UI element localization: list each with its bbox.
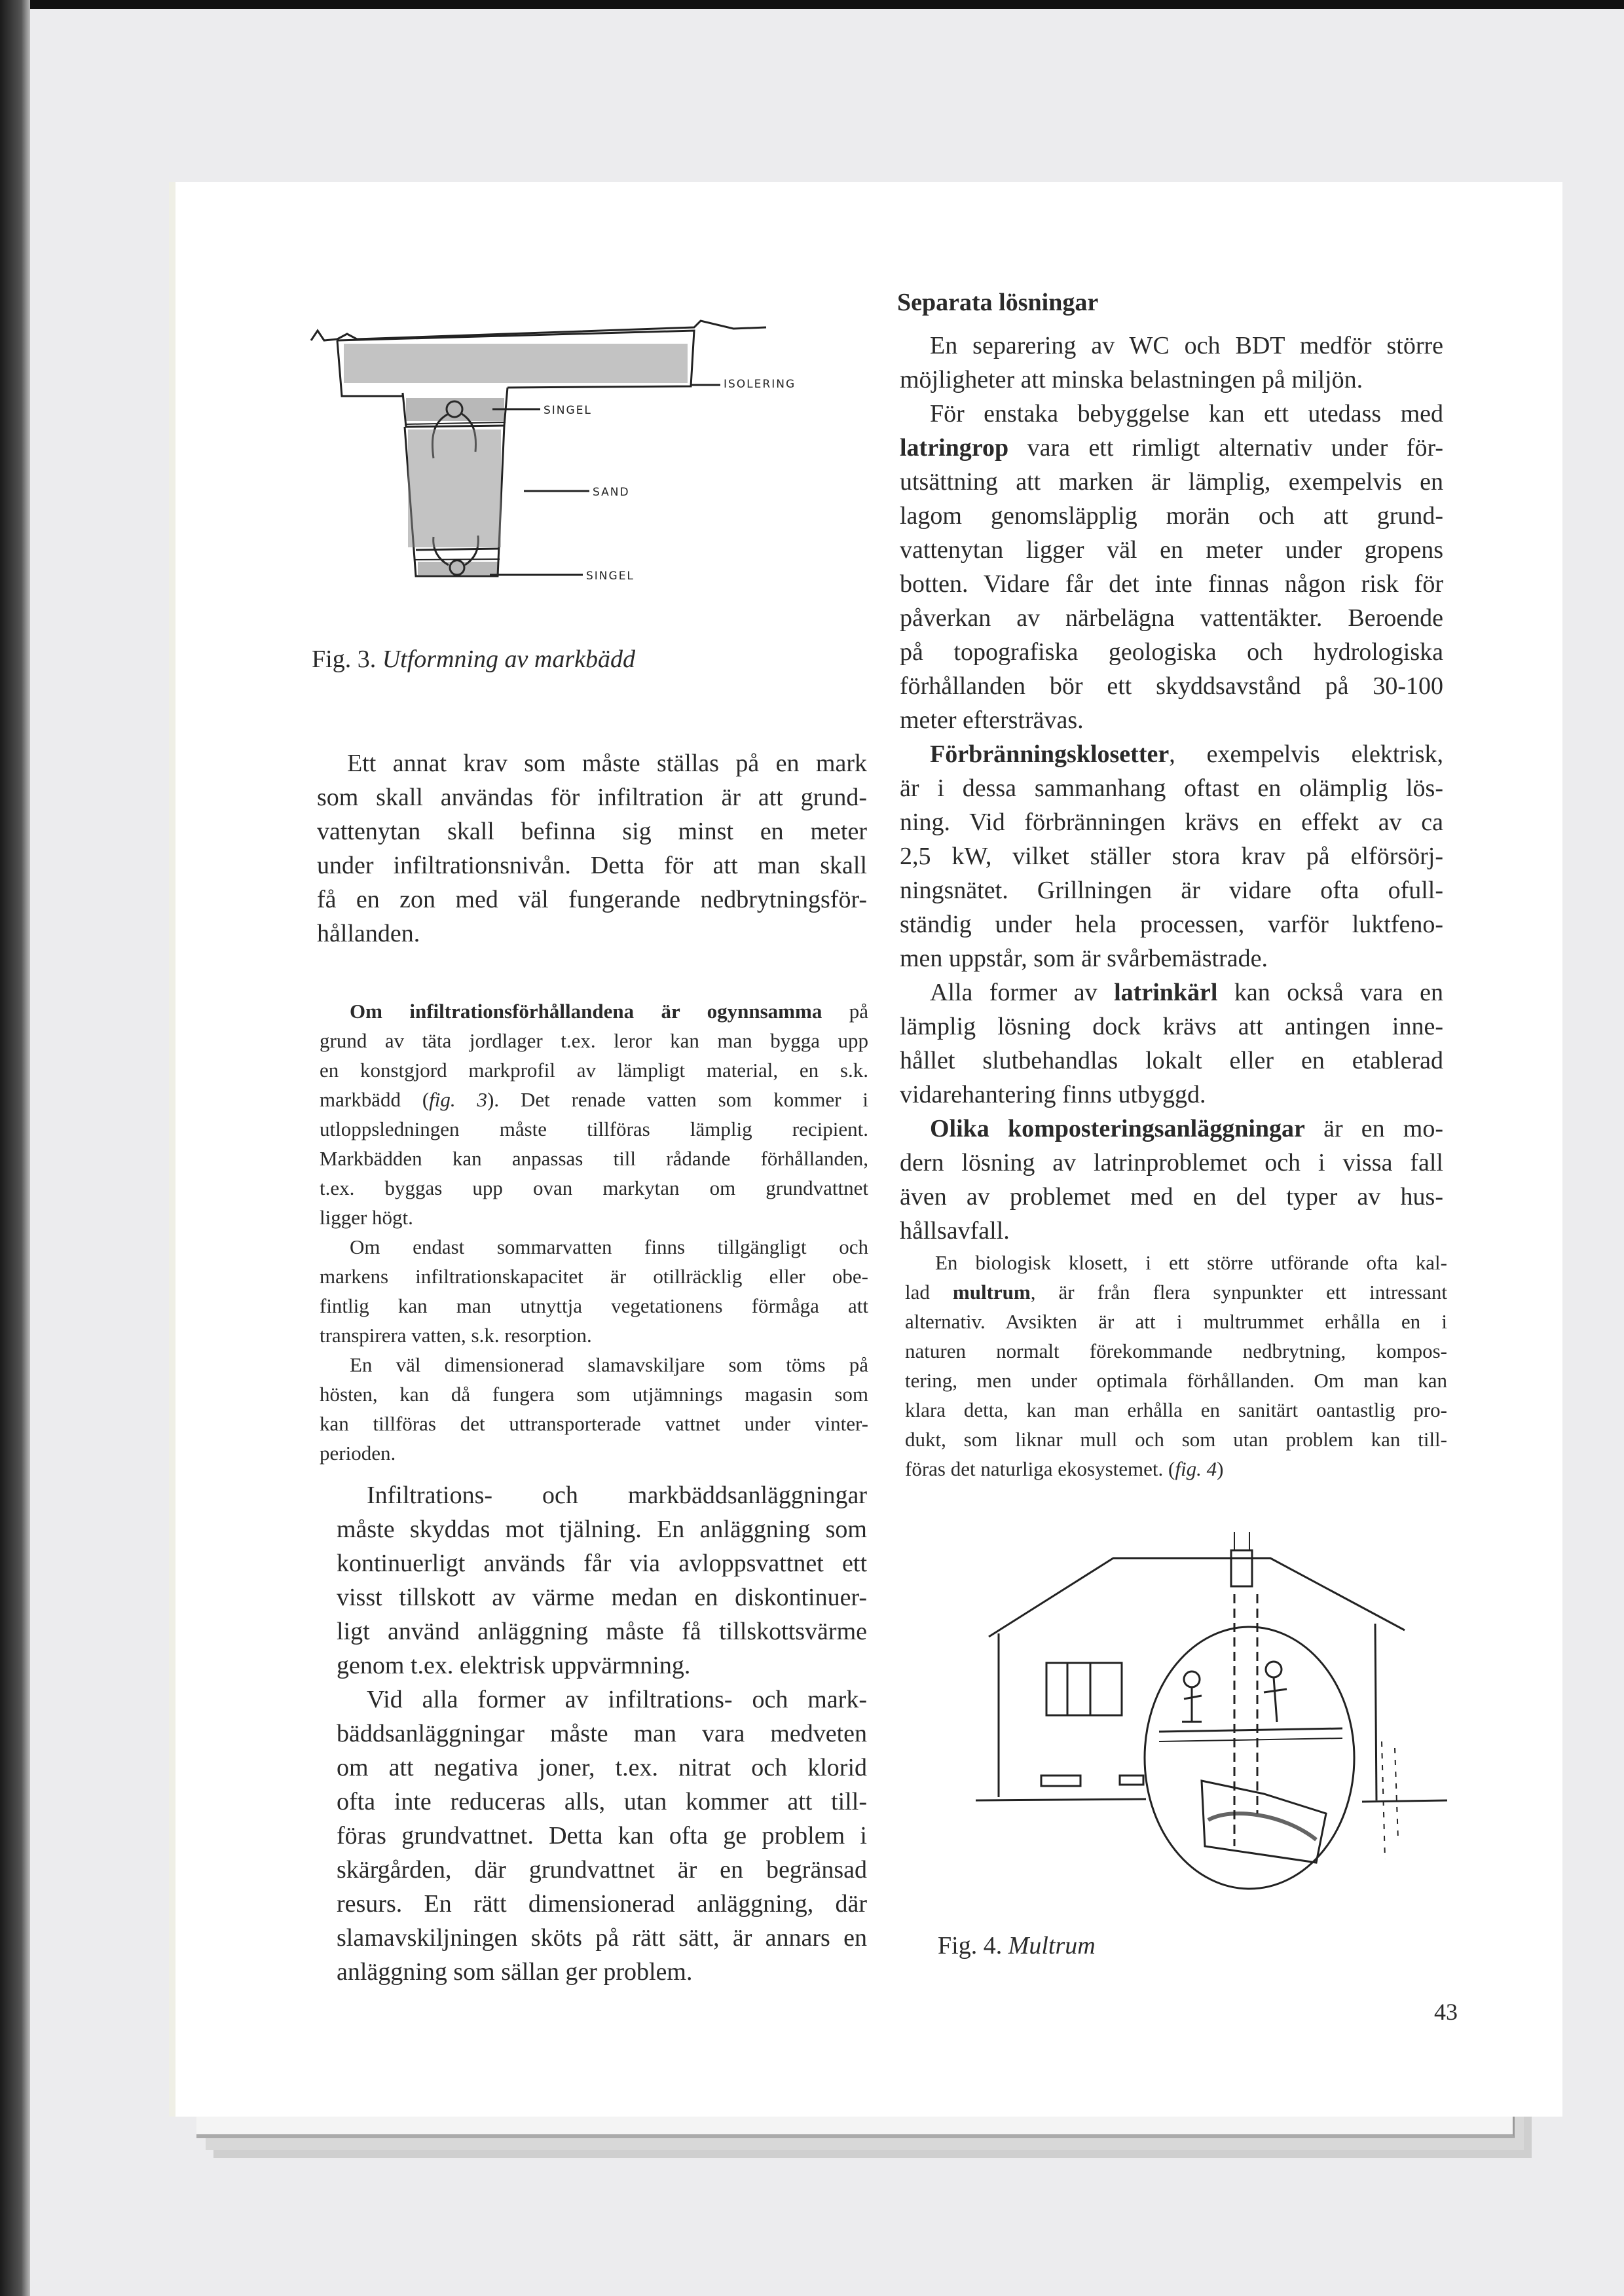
- text-run: Om endast sommarvatten finns tillgängligt och: [350, 1235, 868, 1258]
- text-line: [905, 1425, 1447, 1454]
- text-line: [900, 601, 1443, 635]
- text-line: [900, 873, 1443, 907]
- text-line: [900, 805, 1443, 839]
- text-run: på: [822, 1000, 868, 1023]
- text-run: tering, men under optimala förhållanden. Om man kan: [905, 1369, 1447, 1392]
- text-run: ligger högt.: [320, 1206, 413, 1229]
- text-run: dukt, som liknar mull och som utan problem kan till-: [905, 1428, 1447, 1451]
- text-line: [900, 363, 1443, 397]
- text-line: [900, 329, 1443, 363]
- text-run: kan tillföras det uttransporterade vattnet under vinter-: [320, 1412, 868, 1435]
- text-run: lagom genomsläpplig morän och att grund-: [900, 502, 1443, 530]
- text-run: Vid alla former av infiltrations- och mark-: [367, 1686, 867, 1713]
- text-run: få en zon med väl fungerande nedbrytningsför-: [317, 886, 867, 913]
- bold-term: multrum: [952, 1281, 1031, 1303]
- text-run: , är från flera synpunkter ett intressant: [1030, 1281, 1447, 1303]
- text-line: [337, 1751, 867, 1785]
- text-run: slamavskiljningen sköts på rätt sätt, är annars en: [337, 1924, 867, 1952]
- label-isolering: ISOLERING: [724, 378, 796, 391]
- text-run: ). Det renade vatten som kommer i: [487, 1088, 869, 1111]
- text-run: En väl dimensionerad slamavskiljare som töms på: [350, 1353, 868, 1376]
- text-line: [900, 1146, 1443, 1180]
- text-run: anläggning som sällan ger problem.: [337, 1958, 693, 1986]
- text-line: [900, 771, 1443, 805]
- text-run: transpirera vatten, s.k. resorption.: [320, 1324, 592, 1347]
- text-line: [900, 635, 1443, 669]
- text-line: [337, 1614, 867, 1649]
- text-line: [337, 1955, 867, 1989]
- text-run: genom t.ex. elektrisk uppvärmning.: [337, 1652, 691, 1679]
- text-run: vattenytan skall befinna sig minst en meter: [317, 818, 867, 845]
- text-run: vara ett rimligt alternativ under för-: [1008, 434, 1443, 462]
- text-run: En separering av WC och BDT medför större: [930, 332, 1443, 359]
- text-line: [337, 1683, 867, 1717]
- text-run: Alla former av: [930, 979, 1115, 1006]
- text-run: ligt använd anläggning måste få tillskottsvärme: [337, 1618, 867, 1645]
- text-line: [320, 1409, 868, 1438]
- text-run: föras grundvattnet. Detta kan ofta ge problem i: [337, 1822, 867, 1850]
- text-run: En biologisk klosett, i ett större utförande ofta kal-: [935, 1251, 1447, 1274]
- text-line: [900, 567, 1443, 601]
- text-run: ): [1217, 1457, 1224, 1480]
- text-line: [900, 1214, 1443, 1248]
- text-run: , exempelvis elektrisk,: [1169, 740, 1443, 768]
- text-line: [317, 848, 867, 883]
- text-run: botten. Vidare får det inte finnas någon risk för: [900, 570, 1443, 598]
- bold-term: latringrop: [900, 434, 1009, 462]
- text-run: ofta inte reduceras alls, utan kommer att till-: [337, 1788, 867, 1815]
- bold-term: latrinkärl: [1114, 979, 1218, 1006]
- text-line: [320, 1291, 868, 1321]
- text-line: [320, 1379, 868, 1409]
- scan-top-edge: [0, 0, 1624, 9]
- text-run: en konstgjord markprofil av lämpligt material, en s.k.: [320, 1059, 868, 1082]
- text-run: grund av täta jordlager t.ex. leror kan man bygga upp: [320, 1029, 868, 1052]
- text-line: [900, 1112, 1443, 1146]
- text-line: [900, 533, 1443, 567]
- text-run: fintlig kan man utnyttja vegetationens förmåga att: [320, 1294, 868, 1317]
- text-run: naturen normalt förekommande nedbrytning, kompos-: [905, 1339, 1447, 1362]
- text-line: [900, 499, 1443, 533]
- caption-title: Utformning av markbädd: [382, 646, 636, 673]
- text-line: [337, 1649, 867, 1683]
- italic-ref: fig. 3: [429, 1088, 488, 1111]
- caption-prefix: Fig. 3.: [312, 646, 377, 673]
- text-run: klara detta, kan man erhålla en sanitärt oantastlig pro-: [905, 1398, 1447, 1421]
- text-run: t.ex. byggas upp ovan markytan om grundvattnet: [320, 1176, 868, 1199]
- text-line: [320, 1203, 868, 1232]
- text-line: [900, 669, 1443, 703]
- text-line: [900, 1180, 1443, 1214]
- text-run: dern lösning av latrinproblemet och i vissa fall: [900, 1149, 1443, 1176]
- right-paragraphs: [900, 329, 1443, 1248]
- text-line: [320, 1144, 868, 1173]
- text-run: om att negativa joner, t.ex. nitrat och klorid: [337, 1754, 867, 1781]
- text-line: [317, 917, 867, 951]
- text-run: bäddsanläggningar måste man vara medveten: [337, 1720, 867, 1747]
- caption-title: Multrum: [1008, 1932, 1096, 1959]
- text-line: [320, 1321, 868, 1350]
- text-line: [900, 737, 1443, 771]
- text-run: som skall användas för infiltration är att grund-: [317, 784, 867, 811]
- text-run: vattenytan ligger väl en meter under gropens: [900, 536, 1443, 564]
- text-run: utsättning att marken är lämplig, exempelvis en: [900, 468, 1443, 496]
- text-line: [900, 941, 1443, 975]
- text-line: [337, 1512, 867, 1546]
- text-run: Infiltrations- och markbäddsanläggningar: [367, 1482, 867, 1509]
- text-run: hållet slutbehandlas lokalt eller en etablerad: [900, 1047, 1443, 1074]
- text-run: lad: [905, 1281, 953, 1303]
- text-run: alternativ. Avsikten är att i multrummet erhålla en i: [905, 1310, 1447, 1333]
- text-line: [320, 1055, 868, 1085]
- text-line: [337, 1785, 867, 1819]
- left-paragraph-1: [317, 746, 867, 951]
- text-line: [905, 1307, 1447, 1336]
- bold-term: Förbränningsklosetter: [930, 740, 1170, 768]
- label-sand: SAND: [593, 486, 630, 499]
- text-line: [905, 1454, 1447, 1484]
- text-run: För enstaka bebyggelse kan ett utedass med: [930, 400, 1443, 428]
- text-line: [900, 431, 1443, 465]
- text-run: påverkan av närbelägna vattentäkter. Beroende: [900, 604, 1443, 632]
- text-run: möjligheter att minska belastningen på miljön.: [900, 366, 1363, 393]
- left-small-paragraphs: [320, 996, 868, 1468]
- text-run: kan också vara en: [1217, 979, 1444, 1006]
- text-run: ständig under hela processen, varför luktfeno-: [900, 911, 1443, 938]
- text-line: [337, 1819, 867, 1853]
- text-run: är i dessa sammanhang oftast en olämplig lös-: [900, 774, 1443, 802]
- text-run: Ett annat krav som måste ställas på en mark: [347, 750, 867, 777]
- label-singel-top: SINGEL: [544, 404, 592, 417]
- text-run: vidarehantering finns utbyggd.: [900, 1081, 1206, 1108]
- text-line: [337, 1887, 867, 1921]
- text-run: på topografiska geologiska och hydrologiska: [900, 638, 1443, 666]
- text-line: [320, 1026, 868, 1055]
- text-run: även av problemet med en del typer av hus-: [900, 1183, 1443, 1211]
- text-run: hållsavfall.: [900, 1217, 1010, 1245]
- figure-3-caption: [312, 645, 635, 674]
- right-small-paragraph: [905, 1248, 1447, 1484]
- text-line: [900, 703, 1443, 737]
- text-run: förhållanden bör ett skyddsavstånd på 30-100: [900, 672, 1443, 700]
- italic-ref: fig. 4: [1175, 1457, 1217, 1480]
- text-line: [900, 1044, 1443, 1078]
- text-line: [337, 1580, 867, 1614]
- text-line: [900, 1010, 1443, 1044]
- text-run: under infiltrationsnivån. Detta för att man skall: [317, 852, 867, 879]
- text-line: [905, 1277, 1447, 1307]
- label-singel-bottom: SINGEL: [586, 570, 635, 583]
- text-run: markens infiltrationskapacitet är otillräcklig eller obe-: [320, 1265, 868, 1288]
- text-line: [337, 1717, 867, 1751]
- text-line: [320, 1438, 868, 1468]
- text-line: [317, 883, 867, 917]
- text-line: [317, 746, 867, 780]
- text-run: visst tillskott av värme medan en diskontinuer-: [337, 1584, 867, 1611]
- bold-term: Om infiltrationsförhållandena är ogynnsamma: [350, 1000, 822, 1023]
- text-line: [337, 1921, 867, 1955]
- text-run: resurs. En rätt dimensionerad anläggning, där: [337, 1890, 867, 1918]
- text-run: kontinuerligt används får via avloppsvattnet ett: [337, 1550, 867, 1577]
- text-line: [905, 1336, 1447, 1366]
- figure-4-multrum-house-drawing: [976, 1532, 1454, 1899]
- text-line: [317, 814, 867, 848]
- text-line: [337, 1546, 867, 1580]
- text-line: [320, 1262, 868, 1291]
- text-line: [900, 1078, 1443, 1112]
- text-run: hållanden.: [317, 920, 420, 947]
- text-line: [320, 1232, 868, 1262]
- text-line: [905, 1366, 1447, 1395]
- left-bottom-paragraphs: [337, 1478, 867, 1989]
- text-line: [905, 1248, 1447, 1277]
- text-run: måste skyddas mot tjälning. En anläggning som: [337, 1516, 867, 1543]
- text-line: [320, 1085, 868, 1114]
- text-line: [337, 1478, 867, 1512]
- text-line: [900, 975, 1443, 1010]
- text-run: meter eftersträvas.: [900, 706, 1084, 734]
- text-line: [337, 1853, 867, 1887]
- text-run: skärgården, där grundvattnet är en begränsad: [337, 1856, 867, 1884]
- text-run: 2,5 kW, vilket ställer stora krav på elförsörj-: [900, 843, 1443, 870]
- text-run: men uppstår, som är svårbemästrade.: [900, 945, 1268, 972]
- text-line: [900, 907, 1443, 941]
- text-run: utloppsledningen måste tillföras lämplig recipient.: [320, 1118, 868, 1140]
- text-run: är en mo-: [1304, 1115, 1443, 1142]
- text-run: ning. Vid förbränningen krävs en effekt av ca: [900, 809, 1443, 836]
- text-run: perioden.: [320, 1442, 396, 1465]
- figure-4-caption: [938, 1931, 1096, 1960]
- text-line: [320, 996, 868, 1026]
- text-run: Markbädden kan anpassas till rådande förhållanden,: [320, 1147, 868, 1170]
- text-line: [320, 1173, 868, 1203]
- page-number: 43: [1434, 1999, 1458, 2025]
- text-line: [317, 780, 867, 814]
- text-line: [320, 1114, 868, 1144]
- text-line: [900, 465, 1443, 499]
- text-line: [905, 1395, 1447, 1425]
- caption-prefix: Fig. 4.: [938, 1932, 1003, 1959]
- text-line: [900, 397, 1443, 431]
- section-heading: Separata lösningar: [897, 289, 1099, 316]
- text-run: föras det naturliga ekosystemet. (: [905, 1457, 1175, 1480]
- text-line: [900, 839, 1443, 873]
- figure-3-markbadd-diagram: [308, 308, 871, 609]
- text-run: hösten, kan då fungera som utjämnings magasin som: [320, 1383, 868, 1406]
- text-line: [320, 1350, 868, 1379]
- text-run: ningsnätet. Grillningen är vidare ofta ofull-: [900, 877, 1443, 904]
- text-run: markbädd (: [320, 1088, 430, 1111]
- bold-term: Olika komposteringsanläggningar: [930, 1115, 1305, 1142]
- scan-left-edge: [0, 0, 30, 2296]
- text-run: lämplig lösning dock krävs att antingen inne-: [900, 1013, 1443, 1040]
